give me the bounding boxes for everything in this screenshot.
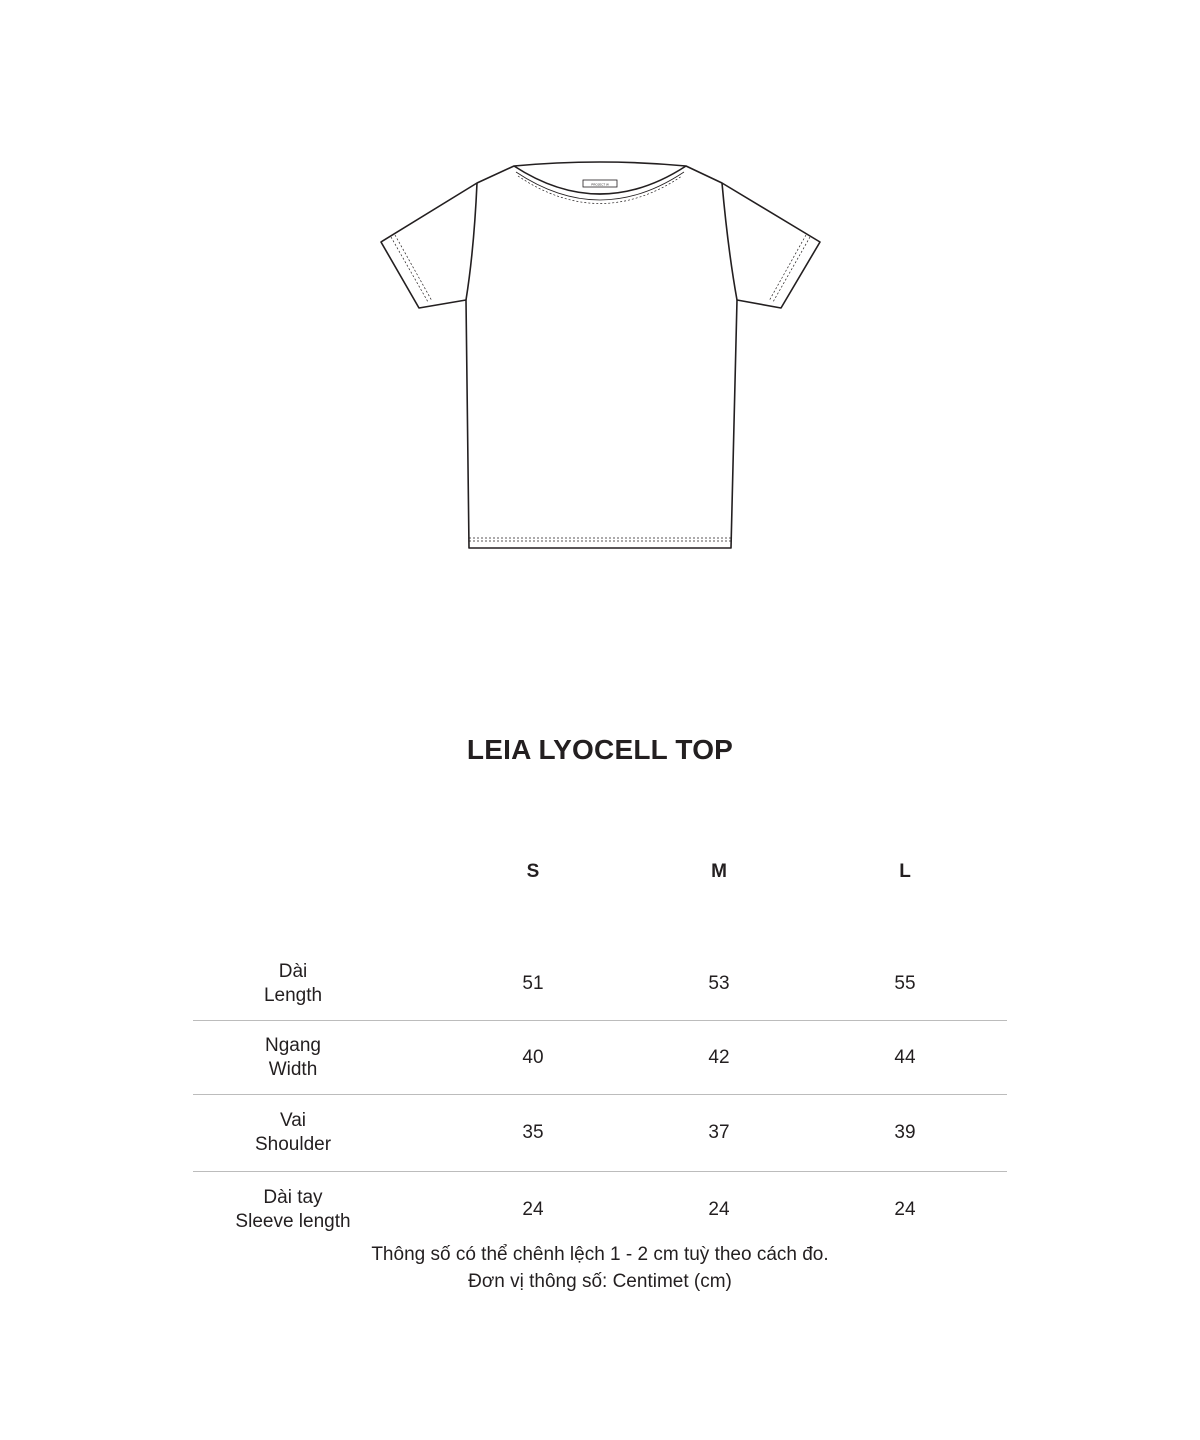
tshirt-sketch-illustration: [370, 155, 830, 560]
table-row-length: [193, 892, 1007, 1021]
note-unit: Đơn vị thông số: Centimet (cm): [468, 1271, 732, 1292]
size-header-l: L: [899, 861, 911, 882]
measurement-name-en: Width: [268, 1058, 318, 1080]
product-title: LEIA LYOCELL TOP: [466, 734, 734, 765]
measurement-name: [193, 1095, 393, 1171]
measurement-name-en: Shoulder: [254, 1134, 332, 1155]
value-l: 55: [894, 973, 916, 994]
value-l: 24: [894, 1199, 916, 1220]
table-row-sleeve-length: [193, 1172, 1007, 1248]
size-header-m: M: [711, 861, 727, 882]
measurement-name-vi: Ngang: [265, 1034, 321, 1056]
value-m: 24: [708, 1199, 730, 1220]
value-m: 42: [708, 1046, 730, 1068]
value-m: 37: [708, 1122, 730, 1143]
measurement-name-en: Sleeve length: [235, 1211, 351, 1232]
value-l: 39: [894, 1122, 916, 1143]
neck-label-text: PROJECT W: [591, 182, 609, 187]
measurement-note: [0, 1241, 1200, 1295]
table-row-width: [193, 1021, 1007, 1095]
size-header-s: S: [526, 861, 540, 882]
measurement-name: [193, 1172, 393, 1248]
value-s: 24: [522, 1199, 544, 1220]
size-table-header-row: [193, 852, 1007, 892]
value-m: 53: [708, 973, 730, 994]
note-tolerance: Thông số có thể chênh lệch 1 - 2 cm tuỳ theo cách đo.: [371, 1244, 829, 1265]
measurement-name-vi: Dài: [278, 961, 308, 982]
table-row-shoulder: [193, 1095, 1007, 1172]
size-table: [193, 852, 1007, 1248]
measurement-name: [193, 948, 393, 1020]
value-s: 40: [522, 1046, 544, 1068]
measurement-name-vi: Dài tay: [263, 1187, 323, 1208]
value-s: 35: [522, 1122, 544, 1143]
value-s: 51: [522, 973, 544, 994]
measurement-name: [193, 1021, 393, 1094]
measurement-name-en: Length: [263, 985, 323, 1006]
measurement-name-vi: Vai: [279, 1110, 307, 1131]
value-l: 44: [894, 1046, 916, 1068]
